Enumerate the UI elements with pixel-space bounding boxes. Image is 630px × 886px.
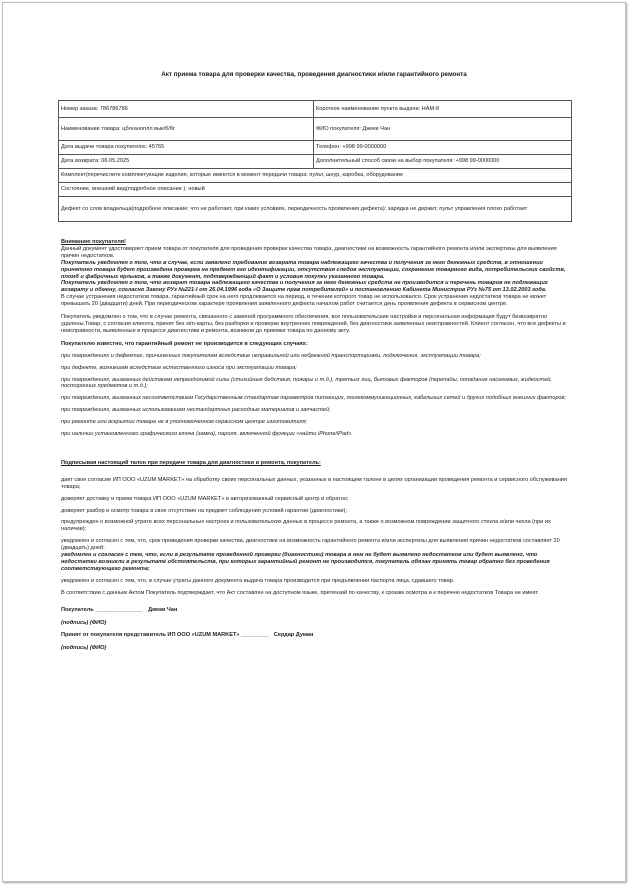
buyer-name-cell: ФИО покупателя: Джеки Чан [314,118,572,141]
buyer-signature-label: Покупатель [61,606,94,613]
warranty-exclusions-heading: Покупателю известно, что гарантийный ремонт не производится в следующих случаях: [61,340,308,347]
attention-heading: Вниманию покупателя! [61,239,126,245]
paragraph-software-notice: Покупатель уведомлен о том, что в случае ремонта, связанного с заменой программного обеспечения, все пользовательские настройки и персональная информация будут безвозвратно удалены.Товар, с согласия клиента, принят без sim-карты, без разборки и проверки внутренних повреждений, без диагностики заявленных неисправностей. Клиент согласен, что все дефекты и неисправности, выявленные в процессе диагностики и ремонта, возникли до приемки товара по данному акту. [61,314,566,334]
warranty-exclusion-item: при ремонте или вскрытии товара не в уполномоченном сервисном центре изготовителя; [61,419,308,426]
confirmation-paragraph: В соответствии с данным Актом Покупатель подтверждает, что Акт составлен на доступном языке, претензий по качеству, к срокам осмотра и к перечню недостатков Товара не имеет. [61,589,539,596]
signature-note: (подпись) (ФИО) [61,645,107,652]
return-date-cell: Дата возврата: 06.05.2025 [59,155,314,169]
defect-cell: Дефект со слов владельца(подробное описание: что не работает, при каких условиях, периодичность проявления дефекта): зарядка не держит, пульт управления плохо работает [59,197,572,222]
paragraph-repair-terms: В случае устранения недостатков товара, гарантийный срок на него продлевается на период, в течении которого товар не использовался. Срок устранения недостатков товара не может превышать 20 (двадцати) дней. При периодическом характере проявления заявленного дефекта началом работ считается день проявления дефекта в сервисном центре. [61,294,547,308]
representative-signature-label: Принят от покупателя представитель ИП ООО «UZUM MARKET» [61,632,240,639]
signature-note: (подпись) (ФИО) [61,619,107,626]
document-title: Акт приема товара для проверки качества, проведения диагностики и/или гарантийного ремонта [161,71,467,78]
phone-cell: Телефон: +998 99-0000000 [314,141,572,155]
representative-signature-name: Сердар Думан [273,632,314,639]
paragraph-no-return: Покупатель уведомлен о том, что возврат товара надлежащего качества и получения за него денежных средств не производится и перечень товаров не подлежащих возврату и обмену, согласно Закону РУз №221-I от 26.04.1996 года «О Защите прав потребителей» и постановлению Кабинета Министров РУз №75 от 13.02.2003 года. [61,280,548,294]
representative-signature-line [61,632,570,639]
signing-item: доверяет доставку и прием товара ИП ООО «UZUM MARKET» в авторизованный сервисный центр и обратно; [61,495,349,502]
info-table [58,100,572,222]
signing-item: уведомлен и согласен с тем, что, в случае утраты данного документа выдача товара производится при предъявлении паспорта лица, сдавшего товар. [61,577,455,584]
buyer-signature-name: Джеки Чан [148,606,178,613]
buyer-signature-blank: _______________ [95,606,142,613]
document-body [61,239,570,652]
pickup-point-cell: Короткое наименование пункта выдачи: НАМ-8 [314,101,572,118]
representative-signature-blank: _________ [241,632,270,639]
paragraph-intro: Данный документ удостоверяет прием товара от покупателя для проведения проверки качества товара, диагностики на возможность гарантийного ремонта и/или экспертизы для выявления причин недостатков. [61,245,557,259]
signing-item: дает свое согласие ИП ООО «UZUM MARKET» на обработку своих персональных данных, указанных в настоящем талоне в целях организации проведения ремонта и сервисного обслуживания товара; [61,476,567,490]
signing-item: уведомлен и согласен с тем, что, срок проведения проверки качества, диагностики на возможность гарантийного ремонта и/или экспертизы для выявления причин недостатков составляет 20 (двадцать) дней; [61,538,560,552]
product-name-cell: Наименование товара: цбгеаноплл вык/б/бг [59,118,314,141]
warranty-exclusion-item: при дефекте, возникшем вследствие естественного износа при эксплуатации товара; [61,364,297,371]
warranty-exclusion-item: при наличии установленного графического ключа (замка), пароля, включенной функции «найти iPhone/iPad». [61,431,353,438]
paragraph-return-check: Покупатель уведомлен о том, что в случае, если заявлено требование возврата товара надлежащего качества и получения за него денежных средств, в отношении принятого товара будет произведена проверка на предмет его идентификации, отсутствия следов эксплуатации, сохранение товарного вида, потребительских свойств, пломб и фабричных ярлыков, а также документ, подтверждающий факт и условия покупки указанного товара. [61,259,566,280]
warranty-exclusion-item: при повреждениях и дефектах, причиненных покупателем вследствие неправильной или небрежной транспортировки, подключения, эксплуатации товара; [61,352,481,359]
issue-date-cell: Дата выдачи товара покупателю: 45765 [59,141,314,155]
warranty-exclusion-item: при повреждениях, вызванных действием непреодолимой силы (стихийные бедствия, пожары и т.д.), третьих лиц, бытовых факторов (перепады, попадание насекомых, жидкостей, посторонних предметов и т.д.); [61,376,552,390]
signing-item: уведомлен и согласен с тем, что, если в результате проведенной проверки (диагностики) товара в нем не будет выявлено недостатков или будет выявлено, что недостатки возникли в результате обстоятельств, при которых гарантийный ремонт не производится, покупатель обязан принять товар обратно без проведения соответствующего ремонта; [61,552,550,572]
signing-heading: Подписывая настоящий талон при передаче товара для диагностики и ремонта, покупатель: [61,459,321,466]
contact-method-cell: Дополнительный способ связи на выбор покупателя: +998 99-0000000 [314,155,572,169]
signing-item: доверяет разбор и осмотр товара в свое отсутствие на предмет соблюдения условий гарантии (диагностики); [61,507,347,514]
warranty-exclusion-item: при повреждениях, вызванных несоответствием Государственным стандартам параметров питающих, телекоммуникационных, кабельных сетей и других подобных внешних факторов; [61,395,567,402]
document-page [2,2,626,882]
completeness-cell: Комплект(перечислите комплектующие изделия, которые имеются в момент передачи товара: пульт, шнур, каробка, оборудование [59,169,572,183]
buyer-signature-line [61,607,570,614]
order-number-cell: Номер заказа: 786786786 [59,101,314,118]
warranty-exclusion-item: при повреждениях, вызванных использованием нестандартных расходных материалов и запчастей; [61,407,331,414]
signing-item: предупрежден о возможной утрате всех персональных настроек и пользовательских данных в процессе ремонта, а также о возможном повреждении защитного стекла и/или чехла (при их наличии); [61,519,551,533]
condition-cell: Состояние, внешний вид(подробное описание ): новый [59,183,572,197]
